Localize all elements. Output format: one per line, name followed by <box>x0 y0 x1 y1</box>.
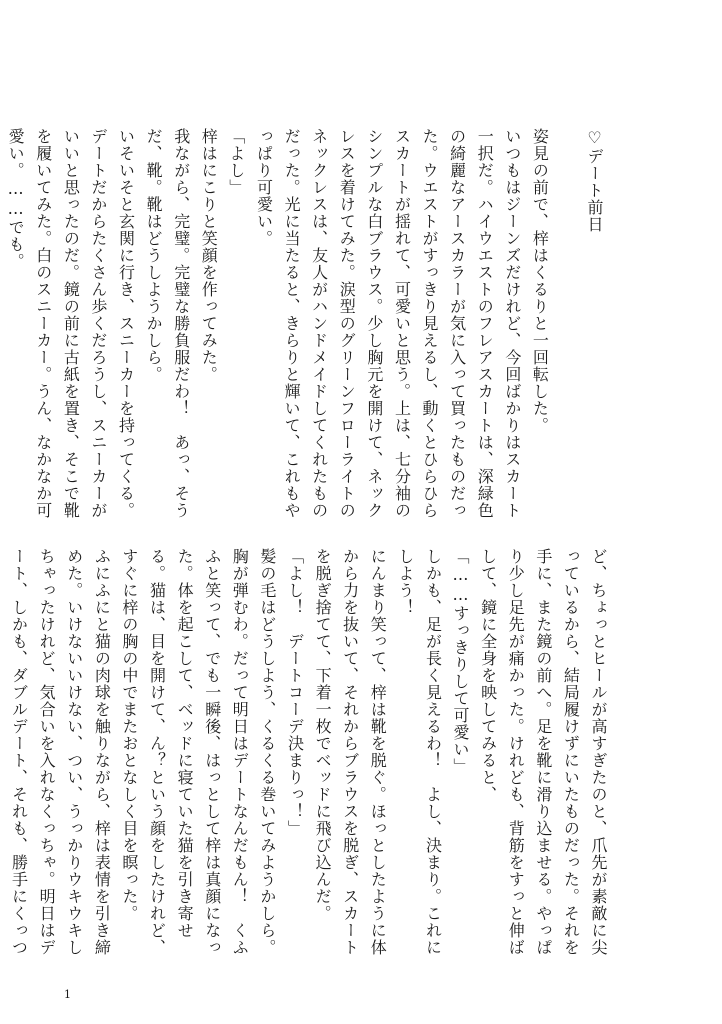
upper-text-column <box>0 128 608 520</box>
paragraph: 髪の毛はどうしよう、くるくる巻いてみようかしら。胸が弾むわ。だって明日はデートなんだもん！ くふふと笑って、でも一瞬後、はっとして梓は真顔になった。体を起こして、ベッドに寝ていた猫を引き寄せる。猫は、目を開けて、ん？という顔をしたけれど、すぐに梓の胸の中でまたおとなしく目を瞑った。 <box>119 548 277 956</box>
paragraph: いつもはジーンズだけれど、今回ばかりはスカート一択だ。ハイウエストのフレアスカートは、深緑色の綺麗なアースカラーが気に入って買ったものだった。ウエストがすっきり見えるし、動くとひらひらスカートが揺れて、可愛いと思う。上は、七分袖のシンプルな白ブラウス。少し胸元を開けて、ネックレスを着けてみた。涙型のグリーンフローライトのネックレスは、友人がハンドメイドしてくれたものだった。光に当たると、きらりと輝いて、これもやっぱり可愛い。 <box>254 128 522 519</box>
paragraph: にんまり笑って、梓は靴を脱ぐ。ほっとしたように体から力を抜いて、それからブラウスを脱ぎ、スカートを脱ぎ捨てて、下着一枚でベッドに飛び込んだ。 <box>313 548 388 956</box>
chapter-title: ♡デート前日 <box>585 128 604 233</box>
paragraph: 「よし」 <box>226 128 246 196</box>
paragraph: 我ながら、完璧。完璧な勝負服だわ！ あっ、そうだ、靴。靴はどうしようかしら。 <box>144 128 191 519</box>
paragraph: 姿見の前で、梓はくるりと一回転した。 <box>530 128 550 434</box>
paragraph: しかも、足が長く見えるわ！ よし、決まり。これにしよう！ <box>395 548 443 956</box>
paragraph: いそいそと玄関に行き、スニーカーを持ってくる。デートだからたくさん歩くだろうし、スニーカーがいいと思ったのだ。鏡の前に古紙を置き、そこで靴を履いてみた。白のスニーカー。うん、なかなか可愛い。……でも。 <box>6 128 136 519</box>
lower-text-column <box>0 548 612 968</box>
paragraph: ふにふにと猫の肉球を触りながら、梓は表情を引き締めた。いけないいけない、つい、うっかりウキウキしちゃったけれど、気合いを入れなくっちゃ。明日はデート、しかも、ダブルデート、それも、勝手にくっつ <box>9 548 112 956</box>
paragraph: 「……すっきりして可愛い」 <box>451 548 471 775</box>
paragraph <box>0 128 2 520</box>
paragraph: 「よし！ デートコーデ決まりっ！」 <box>285 548 305 837</box>
paragraph: ど、ちょっとヒールが高すぎたのと、爪先が素敵に尖っているから、結局履けずにいたものだった。それを手に、また鏡の前へ。足を靴に滑り込ませる。やっぱり少し足先が痛かった。けれども、背筋をすっと伸ばして、鏡に全身を映してみると、 <box>478 548 608 956</box>
page-number: 1 <box>64 988 71 1001</box>
paragraph: 梓はにこりと笑顔を作ってみた。 <box>199 128 219 383</box>
